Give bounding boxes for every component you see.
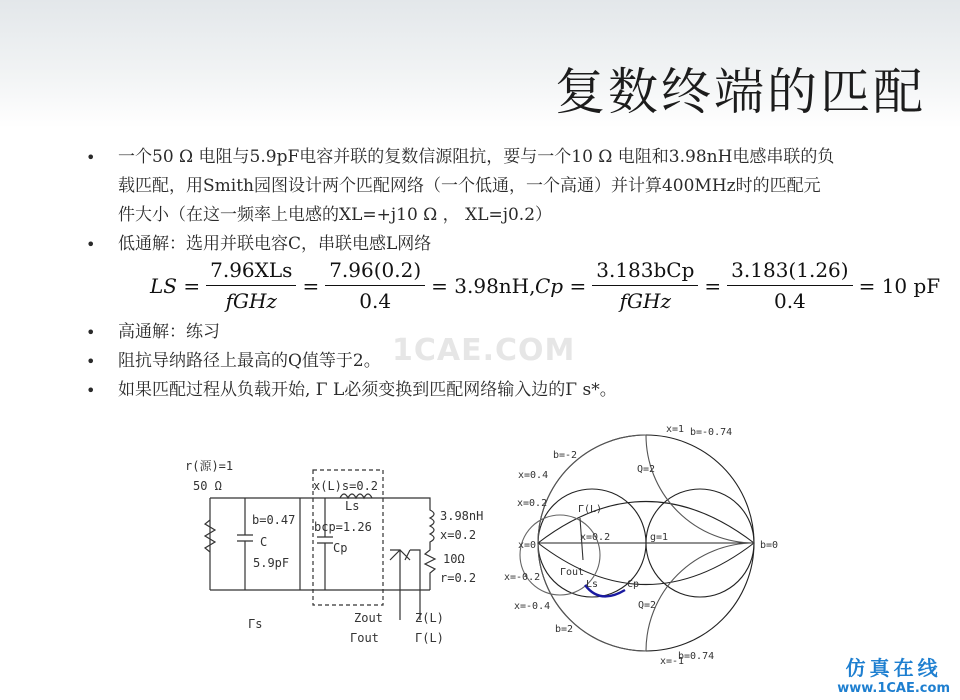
- shunt-capacitor-c: [237, 498, 253, 590]
- eq-lhs: LS =: [150, 273, 201, 298]
- label-cp: Cp: [333, 541, 348, 555]
- smith-label: Γ(L): [578, 504, 603, 515]
- smith-label: x=1: [666, 424, 685, 435]
- eq-result: = 10 pF: [858, 273, 941, 298]
- bullet-item-q: [78, 347, 898, 376]
- smith-label: x=-0.4: [514, 601, 551, 612]
- eq-numerator: 3.183bCp: [592, 258, 698, 286]
- smith-label: x=-0.2: [504, 572, 541, 583]
- label-b: b=0.47: [252, 513, 296, 527]
- bullet-item-lowpass: [78, 230, 898, 259]
- site-logo-name: 仿真在线: [845, 656, 942, 680]
- label-zl: Z(L): [415, 611, 444, 625]
- bullet-dot: •: [86, 148, 96, 167]
- label-gamma-l: Γ(L): [415, 631, 444, 645]
- bullet-text: 高通解：练习: [118, 322, 220, 342]
- label-series: x(L)s=0.2: [313, 479, 379, 493]
- eq-numerator: 7.96(0.2): [325, 258, 425, 286]
- shunt-capacitor-cp: [317, 498, 333, 590]
- eq-denominator: fGHz: [619, 289, 671, 313]
- label-source: r(源)=1: [185, 459, 234, 473]
- label-load-r-ohm: 10Ω: [443, 552, 465, 566]
- bullet-text: 如果匹配过程从负载开始, Γ L必须变换到匹配网络输入边的Γ s*。: [118, 380, 617, 400]
- eq-fraction: [727, 258, 852, 313]
- bullet-list: [78, 143, 898, 259]
- watermark: 1CAE.COM: [392, 333, 576, 368]
- smith-labels: [504, 424, 778, 667]
- figure: [0, 410, 960, 700]
- smith-label: Ls: [586, 579, 599, 590]
- label-gamma-s: Γs: [248, 617, 263, 631]
- label-source-r: 50 Ω: [193, 479, 222, 493]
- smith-label: x=0.2: [580, 532, 611, 543]
- label-gamma-out: Γout: [350, 631, 379, 645]
- smith-label: x=0.4: [518, 470, 549, 481]
- label-c: C: [260, 535, 268, 549]
- site-logo: [837, 652, 950, 696]
- smith-label: b=0.74: [678, 651, 715, 662]
- smith-label: g=1: [650, 532, 669, 543]
- bullet-item-problem: [78, 143, 898, 230]
- equation-cp: Cp = $\frac{\text{3.183bCp}}{\text{fGHz}}$ = $\frac{3.183(1.26)}{0.4}$ = 10 pF: [535, 258, 941, 313]
- smith-label: Q=2: [638, 600, 657, 611]
- label-ls: Ls: [345, 499, 360, 513]
- eq-fraction: [325, 258, 425, 313]
- bullet-line: 件大小（在这一频率上电感的XL=+j10 Ω ， XL=j0.2）: [118, 205, 553, 225]
- bullet-text: 阻抗导纳路径上最高的Q值等于2。: [118, 351, 381, 371]
- eq-fraction: [592, 258, 698, 313]
- port-arrows: [390, 550, 420, 620]
- slide-title: 复数终端的匹配: [555, 63, 926, 121]
- site-logo-url: www.1CAE.com: [837, 681, 950, 696]
- label-load-l: 3.98nH: [440, 509, 484, 523]
- eq-result: = 3.98nH,: [431, 273, 536, 298]
- smith-label: b=-2: [553, 450, 578, 461]
- smith-label: x=0.2: [517, 498, 548, 509]
- smith-label: Γout: [560, 567, 585, 578]
- load-network: [410, 498, 435, 590]
- smith-label: x=0: [518, 540, 537, 551]
- label-load-x: x=0.2: [440, 528, 477, 542]
- smith-label: b=0: [760, 540, 779, 551]
- circuit-labels: [185, 459, 483, 645]
- label-load-r: r=0.2: [440, 571, 477, 585]
- label-bcp: bcp=1.26: [314, 520, 372, 534]
- circuit-wires: [210, 498, 430, 590]
- bullet-item-gamma: [78, 376, 898, 405]
- bullet-dot: •: [86, 352, 96, 371]
- eq-numerator: 3.183(1.26): [727, 258, 852, 286]
- eq-denominator: fGHz: [225, 289, 277, 313]
- series-inductor-ls: [340, 494, 372, 498]
- smith-label: b=2: [555, 624, 574, 635]
- bullet-dot: •: [86, 323, 96, 342]
- eq-fraction: [206, 258, 296, 313]
- bullet-line: 载匹配，用Smith园图设计两个匹配网络（一个低通，一个高通）并计算400MHz时的匹配元: [118, 176, 821, 196]
- equation-ls: LS = $\frac{\text{7.96XLs}}{\text{fGHz}}$ = $\frac{7.96(0.2)}{0.4}$ = 3.98nH,: [150, 258, 536, 313]
- smith-label: b=-0.74: [690, 427, 733, 438]
- bullet-dot: •: [86, 235, 96, 254]
- bullet-line: 一个50 Ω 电阻与5.9pF电容并联的复数信源阻抗，要与一个10 Ω 电阻和3.98nH电感串联的负: [118, 147, 835, 167]
- bullet-item-highpass: [78, 318, 898, 347]
- label-zout: Zout: [354, 611, 383, 625]
- eq-numerator: 7.96XLs: [206, 258, 296, 286]
- eq-lhs: Cp =: [535, 273, 587, 298]
- eq-denominator: 0.4: [359, 289, 392, 313]
- bullet-list-lower: [78, 318, 898, 405]
- smith-label: Cp: [627, 579, 640, 590]
- bullet-dot: •: [86, 381, 96, 400]
- label-c-value: 5.9pF: [253, 556, 290, 570]
- smith-label: x=-1: [660, 656, 685, 667]
- smith-label: Q=2: [637, 464, 656, 475]
- bullet-text: 低通解：选用并联电容C，串联电感L网络: [118, 234, 432, 254]
- eq-denominator: 0.4: [773, 289, 806, 313]
